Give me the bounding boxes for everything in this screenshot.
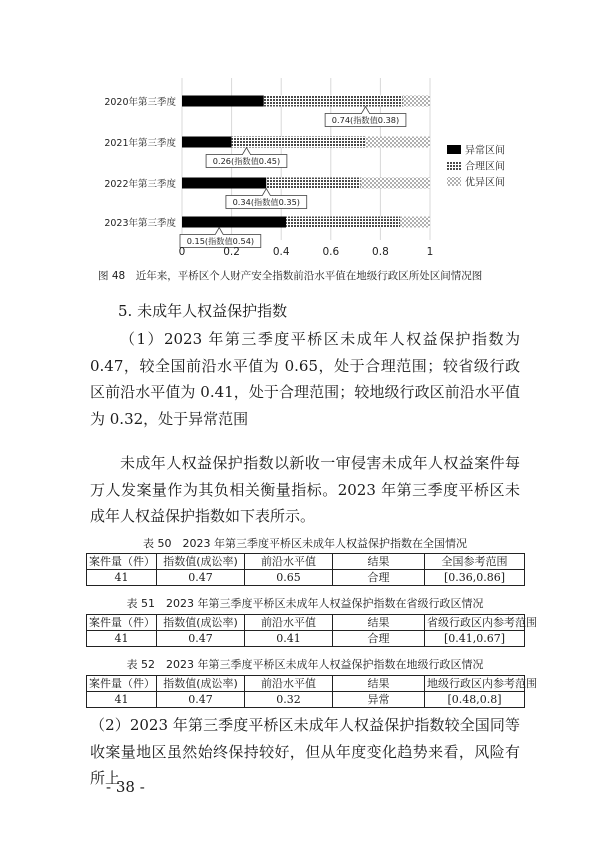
section-heading: 5. 未成年人权益保护指数 (118, 302, 288, 320)
table-cell: 合理 (333, 631, 425, 647)
x-tick-label: 0.6 (322, 246, 340, 258)
legend-label: 优异区间 (465, 177, 505, 189)
table-cell: [0.36,0.86] (425, 570, 525, 586)
header-cell: 案件量（件） (87, 676, 157, 692)
x-tick-label: 0.4 (272, 246, 290, 258)
table-51-caption: 表 51 2023 年第三季度平桥区未成年人权益保护指数在省级行政区情况 (126, 597, 484, 610)
bar-segment-checker (400, 217, 430, 228)
table-cell: 0.47 (157, 631, 245, 647)
x-tick-label: 1 (426, 246, 434, 258)
paragraph-3: （2）2023 年第三季度平桥区未成年人权益保护指数较全国同等收案量地区虽然始终保持较好，但从年度变化趋势来看，风险有所上 (90, 716, 520, 787)
bar-segment-solid (182, 137, 232, 148)
bar-segment-grid (286, 217, 400, 228)
table-row (87, 570, 525, 586)
paragraph-1: （1）2023 年第三季度平桥区未成年人权益保护指数为 0.47，较全国前沿水平值为 0.65，处于合理范围；较省级行政区前沿水平值为 0.41，处于合理范围；较地级行政区前沿水平值为 0.32，处于异常范围 (90, 330, 520, 428)
header-cell: 地级行政区内参考范围 (425, 676, 525, 692)
page-number: - 38 - (106, 778, 145, 796)
annotation-pointer (215, 228, 223, 235)
x-tick-label: 0.2 (223, 246, 240, 258)
y-category-label: 2023年第三季度 (104, 218, 176, 229)
table-cell: 0.32 (245, 692, 333, 708)
header-cell: 指数值(成讼率) (157, 676, 245, 692)
table-header-row (87, 676, 525, 692)
table-header-row (87, 554, 525, 570)
table-cell: 异常 (333, 692, 425, 708)
table-header-row (87, 615, 525, 631)
table-cell: 0.41 (245, 631, 333, 647)
table-52 (86, 675, 537, 708)
table-cell: 0.47 (157, 570, 245, 586)
legend-label: 合理区间 (465, 161, 505, 173)
x-tick-label: 0 (178, 246, 186, 258)
bar-segment-solid (182, 96, 264, 107)
table-cell: [0.41,0.67] (425, 631, 525, 647)
bar-segment-grid (264, 96, 403, 107)
table-50-caption: 表 50 2023 年第三季度平桥区未成年人权益保护指数在全国情况 (143, 537, 467, 550)
bar-segment-solid (182, 217, 286, 228)
table-row (87, 631, 525, 647)
header-cell: 案件量（件） (87, 554, 157, 570)
table-50 (86, 553, 525, 586)
header-cell: 前沿水平值 (245, 676, 333, 692)
header-cell: 前沿水平值 (245, 615, 333, 631)
header-cell: 结果 (333, 676, 425, 692)
header-cell: 指数值(成讼率) (157, 615, 245, 631)
annotation-label: 0.74(指数值0.38) (331, 115, 400, 125)
legend-swatch (447, 177, 461, 186)
figure-caption: 图 48 近年来，平桥区个人财产安全指数前沿水平值在地级行政区所处区间情况图 (98, 270, 483, 282)
y-category-label: 2020年第三季度 (104, 97, 176, 108)
legend-swatch (447, 161, 461, 170)
table-cell: 0.47 (157, 692, 245, 708)
bar-segment-checker (403, 96, 430, 107)
bar-segment-checker (366, 137, 430, 148)
table-cell: 41 (87, 692, 157, 708)
header-cell: 指数值(成讼率) (157, 554, 245, 570)
header-cell: 省级行政区内参考范围 (425, 615, 525, 631)
header-cell: 结果 (333, 615, 425, 631)
x-tick-label: 0.8 (372, 246, 389, 258)
legend (447, 144, 505, 189)
bar-segment-solid (182, 178, 266, 189)
header-cell: 全国参考范围 (425, 554, 525, 570)
legend-label: 异常区间 (465, 145, 505, 157)
annotation-label: 0.26(指数值0.45) (212, 156, 281, 166)
table-cell: 合理 (333, 570, 425, 586)
header-cell: 案件量（件） (87, 615, 157, 631)
annotation-pointer (262, 189, 270, 196)
legend-swatch (447, 145, 461, 154)
table-cell: [0.48,0.8] (425, 692, 525, 708)
y-category-label: 2022年第三季度 (104, 179, 176, 190)
table-cell: 41 (87, 570, 157, 586)
bar-segment-grid (232, 137, 366, 148)
annotation-label: 0.34(指数值0.35) (232, 197, 301, 207)
y-category-label: 2021年第三季度 (104, 138, 176, 149)
bar-segment-checker (361, 178, 430, 189)
annotation-pointer (362, 107, 370, 114)
bar-segment-grid (266, 178, 360, 189)
table-row (87, 692, 525, 708)
header-cell: 前沿水平值 (245, 554, 333, 570)
paragraph-2: 未成年人权益保护指数以新收一审侵害未成年人权益案件每万人发案量作为其负相关衡量指标。2023 年第三季度平桥区未成年人权益保护指数如下表所示。 (90, 454, 520, 525)
annotation-pointer (242, 148, 250, 155)
table-51 (86, 614, 537, 647)
header-cell: 结果 (333, 554, 425, 570)
interval-chart (0, 0, 600, 265)
annotation-label: 0.15(指数值0.54) (186, 236, 255, 246)
table-52-caption: 表 52 2023 年第三季度平桥区未成年人权益保护指数在地级行政区情况 (126, 658, 484, 671)
table-cell: 0.65 (245, 570, 333, 586)
table-cell: 41 (87, 631, 157, 647)
